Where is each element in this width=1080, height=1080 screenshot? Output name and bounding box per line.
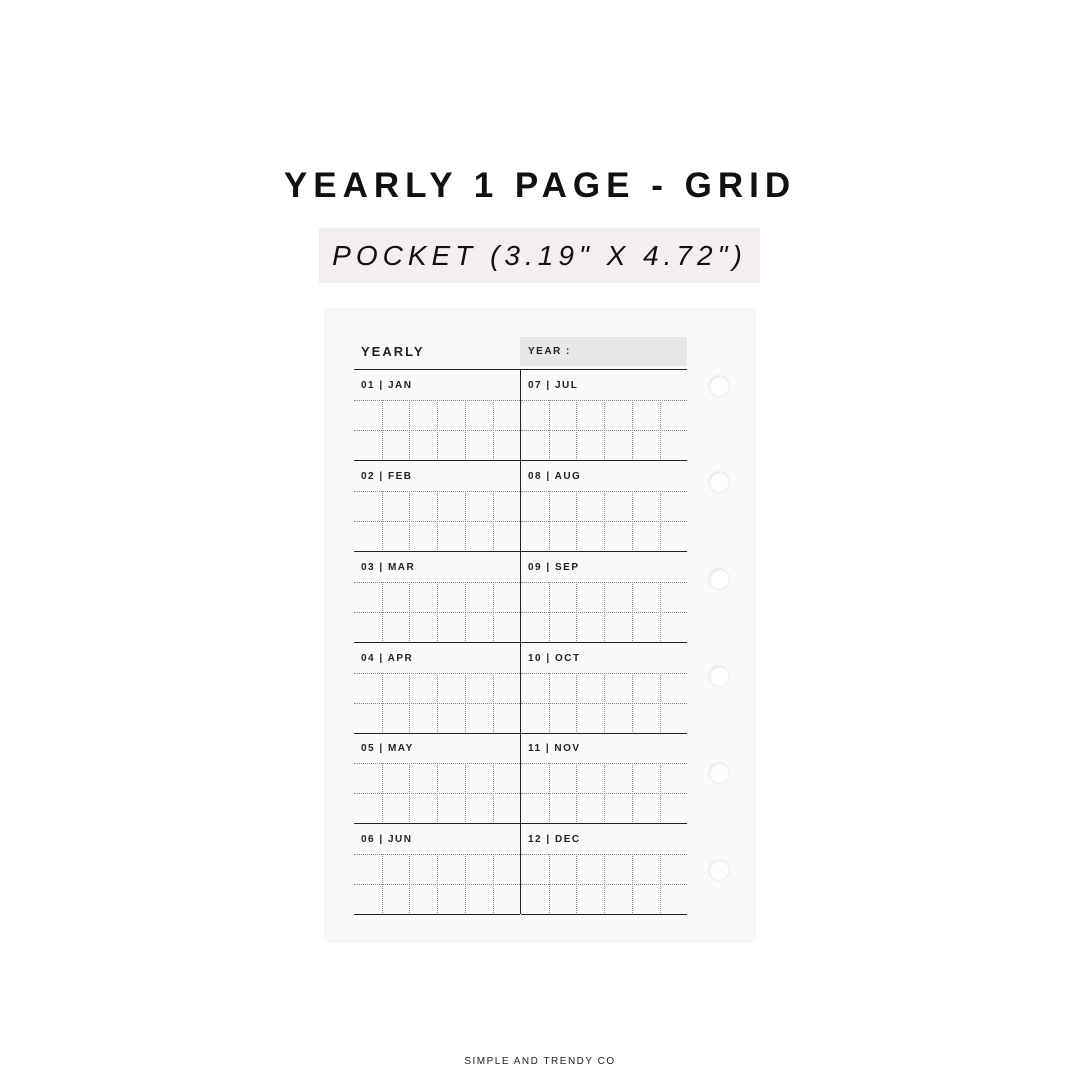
month-block-may [354,733,520,824]
grid-line [437,400,438,461]
month-label: 05 | MAY [361,743,414,754]
grid-line [632,854,633,915]
grid-line [465,763,466,824]
grid-line [604,854,605,915]
grid-line [493,582,494,643]
grid-line [549,400,550,461]
month-block-mar [354,552,520,643]
size-subtitle: POCKET (3.19" X 4.72") [332,239,747,271]
grid-line [437,763,438,824]
grid-line [576,763,577,824]
brand-footer: SIMPLE AND TRENDY CO [464,1056,616,1067]
grid-line [382,763,383,824]
grid-line [437,854,438,915]
month-label: 01 | JAN [361,380,413,391]
month-block-nov [521,733,687,824]
grid-line [409,491,410,552]
month-label: 10 | OCT [528,653,581,664]
grid-line [576,400,577,461]
sheet-title: YEARLY [361,344,425,359]
grid-line [604,491,605,552]
grid-line [409,854,410,915]
month-label: 02 | FEB [361,471,413,482]
month-label: 09 | SEP [528,562,580,573]
month-grid[interactable] [521,491,687,552]
grid-line [465,854,466,915]
month-grid[interactable] [521,763,687,824]
grid-line [549,763,550,824]
grid-line [465,582,466,643]
grid-line [660,673,661,734]
grid-line [409,582,410,643]
grid-line [549,491,550,552]
month-grid[interactable] [521,854,687,915]
grid-line [576,582,577,643]
month-label: 03 | MAR [361,562,416,573]
month-grid[interactable] [354,400,520,461]
month-label: 12 | DEC [528,834,581,845]
grid-line [493,854,494,915]
grid-line [437,673,438,734]
grid-line [604,582,605,643]
grid-line [632,763,633,824]
grid-line [409,763,410,824]
month-label: 11 | NOV [528,743,581,754]
month-grid[interactable] [521,400,687,461]
grid-line [465,673,466,734]
grid-line [604,763,605,824]
grid-line [382,491,383,552]
month-grid[interactable] [354,763,520,824]
ring-hole [708,471,730,493]
month-block-jul [521,370,687,461]
grid-line [382,673,383,734]
month-grid[interactable] [354,673,520,734]
ring-hole [708,665,730,687]
grid-line [576,673,577,734]
grid-line [632,582,633,643]
grid-line [632,673,633,734]
month-divider [521,914,687,915]
month-grid[interactable] [521,673,687,734]
grid-line [660,582,661,643]
planner-sheet [326,310,754,941]
grid-line [660,763,661,824]
grid-line [437,491,438,552]
grid-line [493,491,494,552]
grid-line [409,400,410,461]
grid-line [660,854,661,915]
subtitle-banner [319,228,760,283]
grid-line [576,854,577,915]
grid-line [576,491,577,552]
grid-line [632,491,633,552]
grid-line [382,582,383,643]
month-block-jun [354,824,520,915]
grid-line [465,491,466,552]
month-divider [354,914,520,915]
grid-line [493,400,494,461]
month-label: 07 | JUL [528,380,579,391]
grid-line [549,582,550,643]
ring-hole [708,375,730,397]
grid-line [604,400,605,461]
year-field[interactable] [520,337,687,366]
grid-line [409,673,410,734]
page-title: YEARLY 1 PAGE - GRID [283,166,797,205]
month-grid[interactable] [354,582,520,643]
month-block-sep [521,552,687,643]
month-block-apr [354,643,520,734]
month-grid[interactable] [521,582,687,643]
grid-line [549,854,550,915]
month-grid[interactable] [354,491,520,552]
grid-line [493,673,494,734]
grid-line [660,400,661,461]
grid-line [465,400,466,461]
grid-line [382,400,383,461]
month-label: 06 | JUN [361,834,413,845]
grid-line [437,582,438,643]
grid-line [604,673,605,734]
month-block-oct [521,643,687,734]
month-label: 04 | APR [361,653,414,664]
grid-line [382,854,383,915]
grid-line [549,673,550,734]
ring-hole [708,568,730,590]
ring-hole [708,762,730,784]
grid-line [660,491,661,552]
month-block-aug [521,461,687,552]
ring-hole [708,859,730,881]
grid-line [632,400,633,461]
grid-line [493,763,494,824]
month-block-dec [521,824,687,915]
year-label: YEAR : [528,346,571,357]
month-grid[interactable] [354,854,520,915]
month-block-jan [354,370,520,461]
month-label: 08 | AUG [528,471,582,482]
month-block-feb [354,461,520,552]
